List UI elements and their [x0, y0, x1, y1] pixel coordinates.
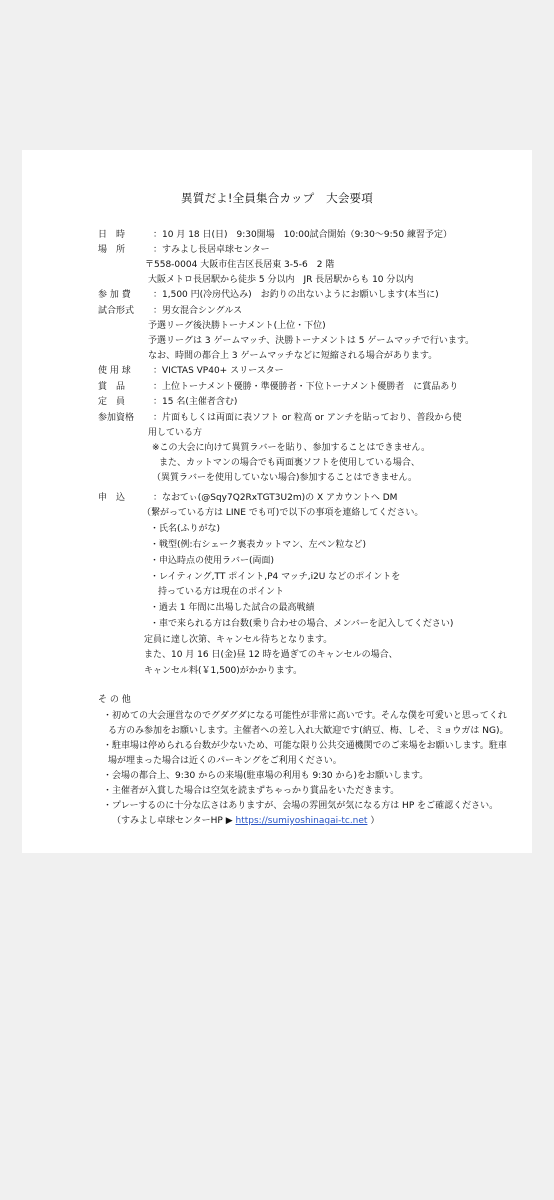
- venue-address: 〒558-0004 大阪市住吉区長居東 3-5-6 2 階: [145, 260, 335, 270]
- prize-label: 賞 品: [98, 382, 126, 392]
- prize-value: 上位トーナメント優勝・準優勝者・下位トーナメント優勝者 に賞品あり: [162, 382, 459, 392]
- apply-line: ・戦型(例:右シェーク裏表カットマン、左ペン粒など): [150, 540, 367, 550]
- eligibility-line: ※この大会に向けて異質ラバーを貼り、参加することはできません。: [152, 443, 431, 453]
- apply-line: ・氏名(ふりがな): [150, 524, 221, 534]
- other-line: ・プレーするのに十分な広さはありますが、会場の雰囲気が気になる方は HP をご確認ください。: [103, 801, 499, 811]
- capacity-label: 定 員: [98, 397, 126, 407]
- capacity-value: 15 名(主催者含む): [162, 397, 238, 407]
- apply-line: ・車で来られる方は台数(乗り合わせの場合、メンバーを記入してください): [150, 619, 454, 629]
- other-line: ・初めての大会運営なのでグダグダになる可能性が非常に高いです。そんな僕を可愛いと思ってくれ: [103, 711, 507, 721]
- other-line: ・主催者が入賞した場合は空気を読まずちゃっかり賞品をいただきます。: [103, 786, 400, 796]
- eligibility-line: 片面もしくは両面に表ソフト or 粒高 or アンチを貼っており、普段から使: [162, 413, 462, 423]
- format-line: 男女混合シングルス: [162, 306, 243, 316]
- apply-label: 申 込: [98, 493, 126, 503]
- ball-value: VICTAS VP40+ スリースター: [162, 366, 284, 376]
- ball-label: 使 用 球: [98, 366, 131, 376]
- apply-line: また、10 月 16 日(金)昼 12 時を過ぎてのキャンセルの場合、: [144, 650, 398, 660]
- apply-line: 持っている方は現在のポイント: [158, 587, 285, 597]
- date-label: 日 時: [98, 230, 126, 240]
- eligibility-line: また、カットマンの場合でも両面裏ソフトを使用している場合、: [159, 458, 420, 468]
- other-line: る方のみ参加をお願いします。主催者への差し入れ大歓迎です(納豆、梅、しそ、ミョウガは NG)。: [108, 726, 509, 736]
- document-page: 異質だよ!全員集合カップ 大会要項 日 時 ：10 月 18 日(日) 9:30開場 10:00試合開始（9:30～9:50 練習予定） 場 所 ：すみよし長居卓球センター 〒558-0004 大阪市住吉区長居東 3-5-6 2 階 大阪メトロ長居駅から徒歩 5 分以内 JR 長居駅からも 10 分以内 参 加 費 ：1,500 円(冷房代込み) お釣りの出ないようにお願いします(本当に) 試合形式 ：男女混合シングルス 予選リーグ後決勝トーナメント(上位・下位) 予選リーグは 3 ゲームマッチ、決勝トーナメントは 5 ゲームマッチで行います。 なお、時間の都合上 3 ゲームマッチなどに短縮される場合があります。 使 用 球 ：VICTAS VP40+ スリースター 賞 品 ：上位トーナメント優勝・準優勝者・下位トーナメント優勝者 に賞品あり 定 員 ：15 名(主催者含む) 参加資格 ：片面もしくは両面に表ソフト or 粒高 or アンチを貼っており、普段から使 用している方 ※この大会に向けて異質ラバーを貼り、参加することはできません。 また、カットマンの場合でも両面裏ソフトを使用している場合、 （異質ラバーを使用していない場合)参加することはできません。 申 込 ：なおてぃ(@Sqy7Q2RxTGT3U2m)の X アカウントへ DM （繋がっている方は LINE でも可)で以下の事項を連絡してください。 ・氏名(ふりがな) ・戦型(例:右シェーク裏表カットマン、左ペン粒など) ・申込時点の使用ラバー(両面) ・レイティング,TT ポイント,P4 マッチ,i2U などのポイントを 持っている方は現在のポイント ・過去 1 年間に出場した試合の最高戦績 ・車で来られる方は台数(乗り合わせの場合、メンバーを記入してください) 定員に達し次第、キャンセル待ちとなります。 また、10 月 16 日(金)昼 12 時を過ぎてのキャンセルの場合、 キャンセル料(￥1,500)がかかります。 そ の 他 ・初めての大会運営なのでグダグダになる可能性が非常に高いです。そんな僕を可愛いと思ってくれ る方のみ参加をお願いします。主催者への差し入れ大歓迎です(納豆、梅、しそ、ミョウガは NG)。 ・駐車場は停められる台数が少ないため、可能な限り公共交通機関でのご来場をお願いします。駐車 場が埋まった場合は近くのパーキングをご利用ください。 ・会場の都合上、9:30 からの来場(駐車場の利用も 9:30 から)をお願いします。 ・主催者が入賞した場合は空気を読まずちゃっかり賞品をいただきます。 ・プレーするのに十分な広さはありますが、会場の雰囲気が気になる方は HP をご確認ください。 （すみよし卓球センターHP ▶ https://sumiyoshinagai-tc.net ）: [22, 150, 532, 853]
- other-line: ・駐車場は停められる台数が少ないため、可能な限り公共交通機関でのご来場をお願いします。駐車: [103, 741, 507, 751]
- apply-line: キャンセル料(￥1,500)がかかります。: [144, 666, 303, 676]
- hp-prefix: （すみよし卓球センターHP ▶: [112, 816, 233, 826]
- apply-line: なおてぃ(@Sqy7Q2RxTGT3U2m)の X アカウントへ DM: [162, 493, 398, 503]
- venue-label: 場 所: [98, 245, 126, 255]
- apply-line: ・申込時点の使用ラバー(両面): [150, 556, 275, 566]
- hp-link[interactable]: https://sumiyoshinagai-tc.net: [235, 816, 368, 826]
- venue-access: 大阪メトロ長居駅から徒歩 5 分以内 JR 長居駅からも 10 分以内: [148, 275, 414, 285]
- date-row: [98, 229, 125, 241]
- format-line: なお、時間の都合上 3 ゲームマッチなどに短縮される場合があります。: [148, 351, 438, 361]
- apply-line: ・過去 1 年間に出場した試合の最高戦績: [150, 603, 315, 613]
- fee-label: 参 加 費: [98, 290, 131, 300]
- format-line: 予選リーグは 3 ゲームマッチ、決勝トーナメントは 5 ゲームマッチで行います。: [148, 336, 475, 346]
- apply-line: ・レイティング,TT ポイント,P4 マッチ,i2U などのポイントを: [150, 572, 401, 582]
- other-line: 場が埋まった場合は近くのパーキングをご利用ください。: [108, 756, 342, 766]
- hp-line: [112, 815, 379, 827]
- hp-suffix: ）: [370, 816, 380, 826]
- eligibility-label: 参加資格: [98, 413, 135, 423]
- apply-line: 定員に達し次第、キャンセル待ちとなります。: [144, 635, 333, 645]
- other-heading: そ の 他: [98, 695, 131, 705]
- venue-name: すみよし長居卓球センター: [162, 245, 270, 255]
- eligibility-line: （異質ラバーを使用していない場合)参加することはできません。: [152, 473, 418, 483]
- document-title: 異質だよ!全員集合カップ 大会要項: [181, 191, 373, 205]
- date-value: 10 月 18 日(日) 9:30開場 10:00試合開始（9:30～9:50 練習予定）: [162, 230, 452, 240]
- apply-line: （繋がっている方は LINE でも可)で以下の事項を連絡してください。: [142, 508, 424, 518]
- format-line: 予選リーグ後決勝トーナメント(上位・下位): [148, 321, 326, 331]
- eligibility-line: 用している方: [148, 428, 203, 438]
- other-line: ・会場の都合上、9:30 からの来場(駐車場の利用も 9:30 から)をお願いします。: [103, 771, 429, 781]
- fee-value: 1,500 円(冷房代込み) お釣りの出ないようにお願いします(本当に): [162, 290, 439, 300]
- format-label: 試合形式: [98, 306, 135, 316]
